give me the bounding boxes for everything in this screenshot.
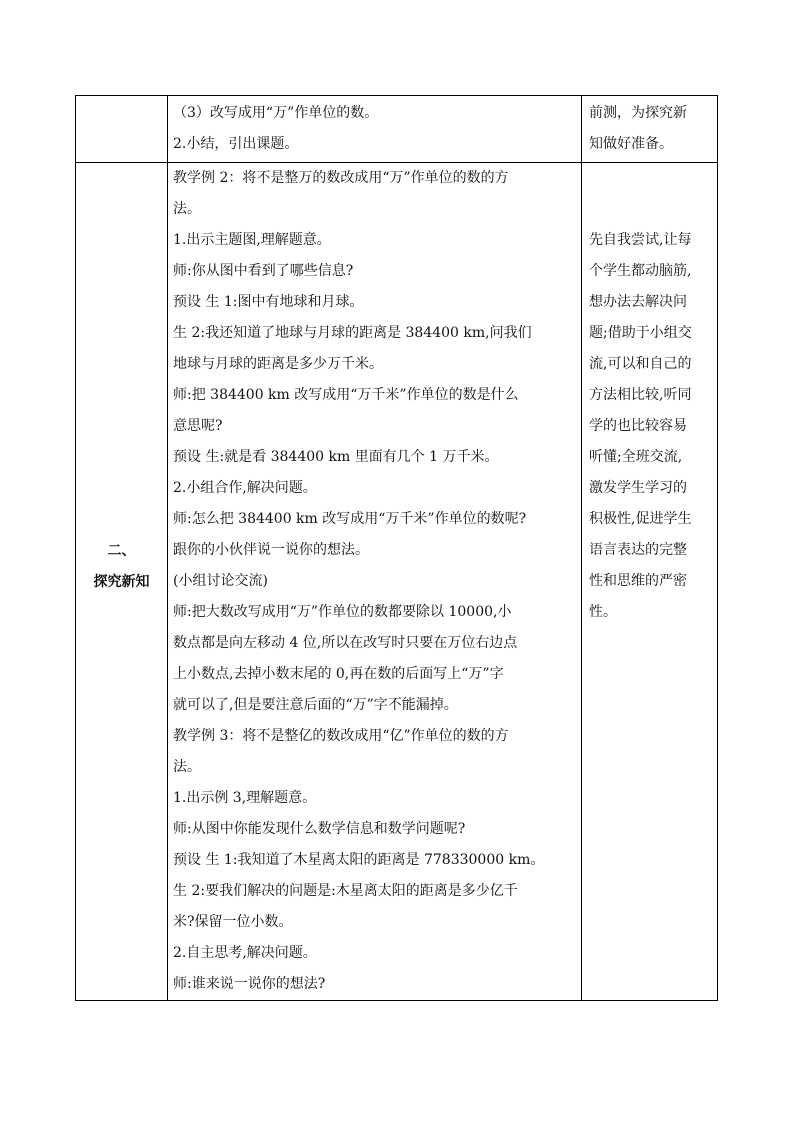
text-line: 师:把 384400 km 改写成用“万千米”作单位的数是什么 [173,387,519,403]
text-line: 预设 生 1:图中有地球和月球。 [173,294,364,310]
text-line: 预设 生 1:我知道了木星离太阳的距离是 778330000 km。 [173,852,545,868]
text-line: 法。 [173,201,201,217]
text-line: 上小数点,去掉小数末尾的 0,再在数的后面写上“万”字 [173,666,504,682]
text-line: 激发学生学习的 [589,480,687,496]
text-line: 2.小组合作,解决问题。 [173,480,317,496]
top-row-middle-cell [173,98,559,160]
text-line: 听懂;全班交流, [589,449,683,465]
text-line: 意思呢? [173,418,223,434]
text-line: 教学例 2：将不是整万的数改成用“万”作单位的数的方 [173,170,509,186]
text-line: 米?保留一位小数。 [173,914,293,930]
column-divider-2 [581,96,582,1000]
text-line: 1.出示例 3,理解题意。 [173,790,317,806]
text-line: 跟你的小伙伴说一说你的想法。 [173,542,369,558]
text-line: 师:谁来说一说你的想法? [173,976,326,992]
text-line: 师:把大数改写成用“万”作单位的数都要除以 10000,小 [173,604,512,620]
column-divider-1 [167,96,168,1000]
text-line: (小组讨论交流) [173,573,268,589]
text-line: 数点都是向左移动 4 位,所以在改写时只要在万位右边点 [173,635,518,651]
text-line: 前测，为探究新 [589,105,687,121]
lesson-plan-table [75,95,718,1001]
text-line: 性和思维的严密 [589,573,687,589]
section-title: 探究新知 [93,574,150,590]
main-row-right-cell [589,225,714,628]
text-line: 预设 生:就是看 384400 km 里面有几个 1 万千米。 [173,449,499,465]
text-line: 流,可以和自己的 [589,356,692,372]
main-row-middle-cell [173,163,559,1000]
section-label-cell [76,536,167,598]
text-line: 个学生都动脑筋, [589,263,692,279]
text-line: 学的也比较容易 [589,418,687,434]
text-line: 方法相比较,听同 [589,387,692,403]
text-line: 积极性,促进学生 [589,511,692,527]
text-line: 师:你从图中看到了哪些信息? [173,263,354,279]
text-line: 性。 [589,604,617,620]
text-line: 语言表达的完整 [589,542,687,558]
text-line: 师:从图中你能发现什么数学信息和数学问题呢? [173,821,466,837]
top-row-right-cell [589,98,714,160]
text-line: 1.出示主题图,理解题意。 [173,232,331,248]
text-line: 2.自主思考,解决问题。 [173,945,317,961]
text-line: （3）改写成用“万”作单位的数。 [173,105,379,121]
section-number: 二、 [107,543,136,559]
text-line: 法。 [173,759,201,775]
text-line: 2.小结，引出课题。 [173,136,299,152]
text-line: 生 2:我还知道了地球与月球的距离是 384400 km,问我们 [173,325,532,341]
text-line: 生 2:要我们解决的问题是:木星离太阳的距离是多少亿千 [173,883,518,899]
text-line: 想办法去解决问 [589,294,687,310]
text-line: 就可以了,但是要注意后面的“万”字不能漏掉。 [173,697,458,713]
text-line: 知做好准备。 [589,136,673,152]
text-line: 题;借助于小组交 [589,325,692,341]
text-line: 教学例 3：将不是整亿的数改成用“亿”作单位的数的方 [173,728,509,744]
text-line: 师:怎么把 384400 km 改写成用“万千米”作单位的数呢? [173,511,527,527]
text-line: 地球与月球的距离是多少万千米。 [173,356,383,372]
text-line: 先自我尝试,让每 [589,232,692,248]
